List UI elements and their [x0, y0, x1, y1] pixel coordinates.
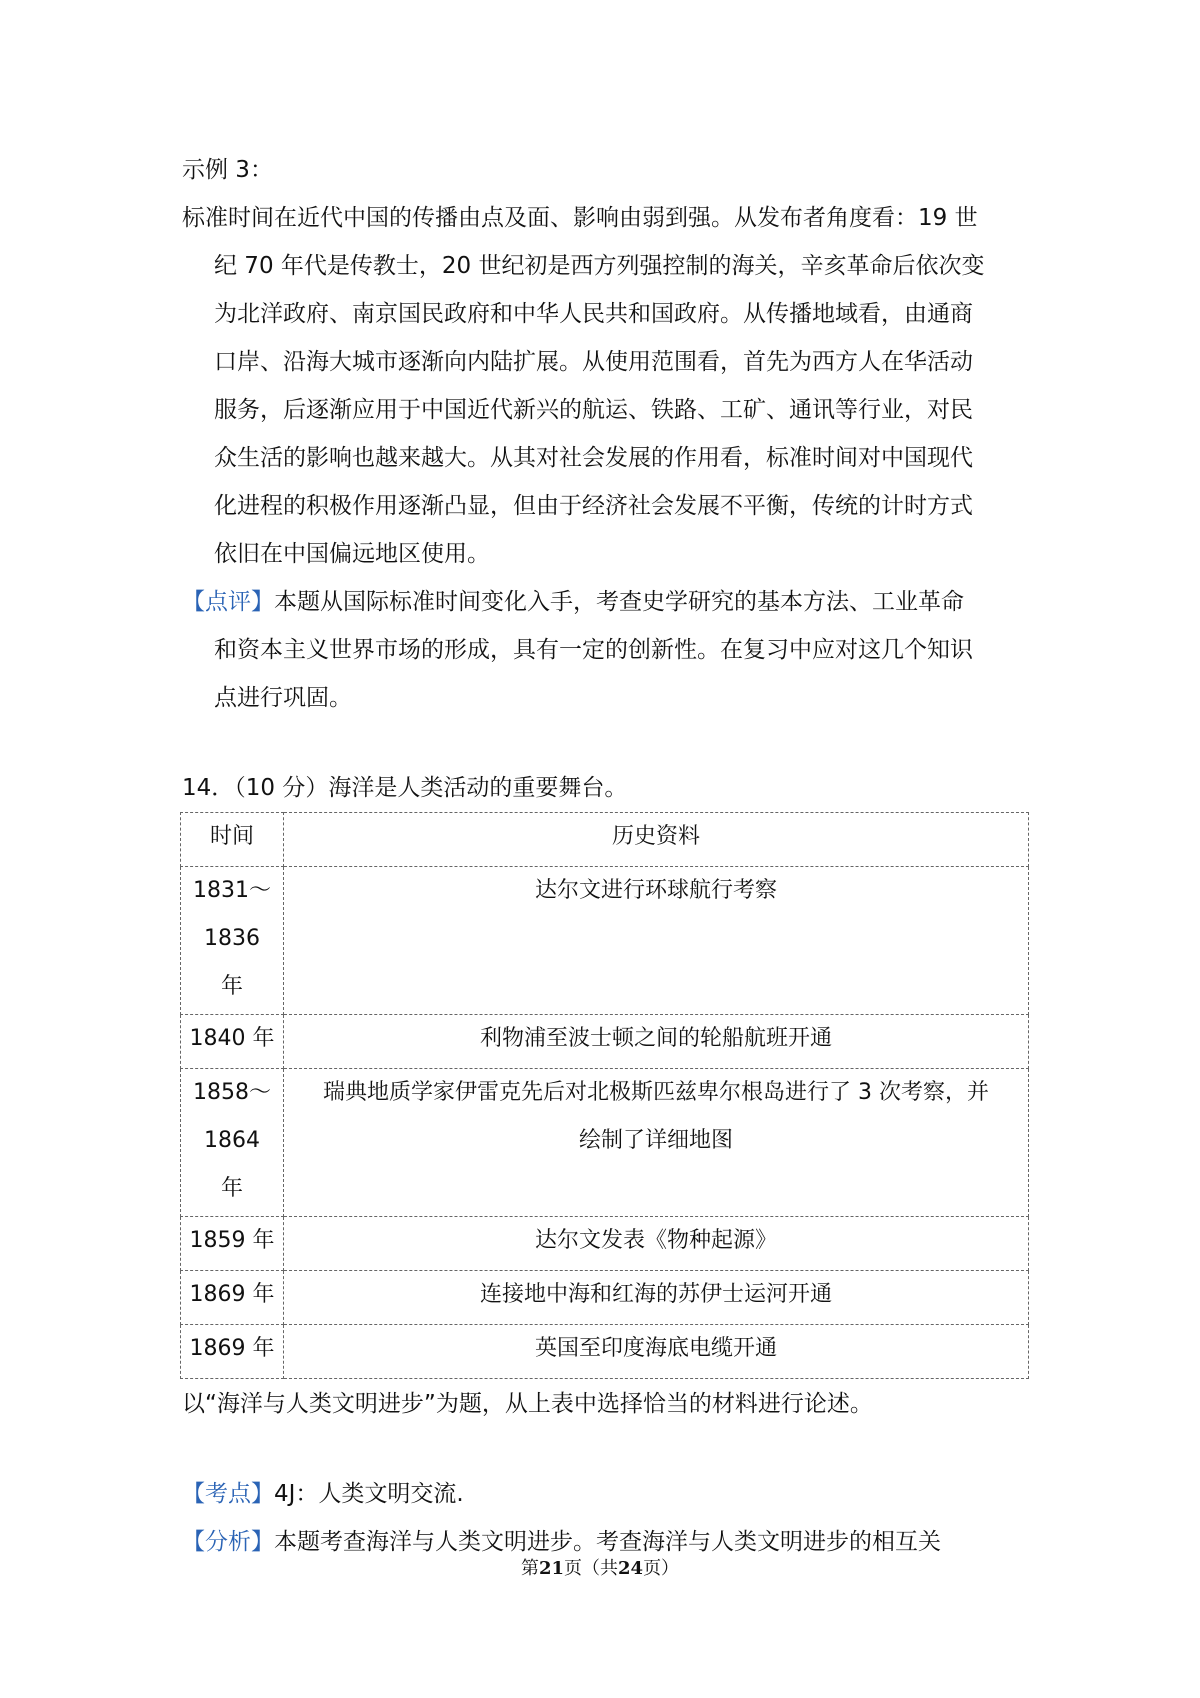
- review-line: 和资本主义世界市场的形成，具有一定的创新性。在复习中应对这几个知识: [214, 637, 973, 663]
- time-text: 1840 年: [189, 1026, 275, 1051]
- time-text: 1836: [204, 926, 260, 951]
- time-text: 1858～: [193, 1080, 271, 1105]
- exam-point-text: 4J：人类文明交流.: [274, 1481, 464, 1507]
- exam-point-tag: 【考点】: [182, 1481, 274, 1507]
- time-text: 1859 年: [189, 1228, 275, 1253]
- time-text: 1864: [204, 1128, 260, 1153]
- example-line: 口岸、沿海大城市逐渐向内陆扩展。从使用范围看，首先为西方人在华活动: [214, 349, 973, 375]
- review-text: 本题从国际标准时间变化入手，考查史学研究的基本方法、工业革命: [274, 589, 964, 615]
- page-footer: [0, 1554, 1200, 1584]
- time-text: 年: [220, 1176, 243, 1201]
- footer-total-pages: 24: [618, 1558, 644, 1579]
- cell-time: [181, 1217, 284, 1271]
- analysis-text: 本题考查海洋与人类文明进步。考查海洋与人类文明进步的相互关: [274, 1529, 941, 1555]
- material-text: 达尔文发表《物种起源》: [534, 1228, 777, 1253]
- table-header-row: [181, 813, 1029, 867]
- table-row: [181, 1069, 1029, 1217]
- review-line-first: [182, 578, 964, 626]
- time-text: 年: [220, 974, 243, 999]
- example-line: 众生活的影响也越来越大。从其对社会发展的作用看，标准时间对中国现代: [214, 445, 973, 471]
- material-text: 绘制了详细地图: [578, 1128, 733, 1153]
- material-text: 连接地中海和红海的苏伊士运河开通: [479, 1282, 832, 1307]
- example-line: 依旧在中国偏远地区使用。: [214, 541, 490, 567]
- example-line: 标准时间在近代中国的传播由点及面、影响由弱到强。从发布者角度看：19 世: [182, 205, 978, 231]
- table-row: [181, 1271, 1029, 1325]
- footer-page-number: 21: [538, 1558, 564, 1579]
- example-line: 化进程的积极作用逐渐凸显，但由于经济社会发展不平衡，传统的计时方式: [214, 493, 973, 519]
- cell-material: [284, 1217, 1029, 1271]
- cell-time: [181, 867, 284, 1015]
- review-tag: 【点评】: [182, 589, 274, 615]
- header-material: 历史资料: [284, 813, 1029, 867]
- question-prompt: 以“海洋与人类文明进步”为题，从上表中选择恰当的材料进行论述。: [182, 1391, 873, 1417]
- material-text: 瑞典地质学家伊雷克先后对北极斯匹兹卑尔根岛进行了 3 次考察，并: [323, 1080, 989, 1105]
- history-table: [180, 812, 1029, 1379]
- example-line: 纪 70 年代是传教士，20 世纪初是西方列强控制的海关，辛亥革命后依次变: [214, 253, 985, 279]
- table-row: [181, 867, 1029, 1015]
- cell-time: [181, 1069, 284, 1217]
- cell-material: [284, 1069, 1029, 1217]
- footer-suffix: 页）: [643, 1558, 680, 1579]
- cell-material: [284, 1325, 1029, 1379]
- example-line: 为北洋政府、南京国民政府和中华人民共和国政府。从传播地域看，由通商: [214, 301, 973, 327]
- time-text: 1869 年: [189, 1282, 275, 1307]
- exam-point-line: [182, 1470, 464, 1518]
- cell-time: [181, 1325, 284, 1379]
- cell-material: [284, 1015, 1029, 1069]
- example-line: 服务，后逐渐应用于中国近代新兴的航运、铁路、工矿、通讯等行业，对民: [214, 397, 973, 423]
- cell-material: [284, 1271, 1029, 1325]
- example-heading: 示例 3：: [182, 157, 273, 183]
- material-text: 英国至印度海底电缆开通: [534, 1336, 777, 1361]
- analysis-tag: 【分析】: [182, 1529, 274, 1555]
- footer-prefix: 第: [520, 1558, 539, 1579]
- time-text: 1831～: [193, 878, 271, 903]
- header-time: 时间: [181, 813, 284, 867]
- material-text: 利物浦至波士顿之间的轮船航班开通: [479, 1026, 832, 1051]
- footer-mid: 页（共: [564, 1558, 618, 1579]
- time-text: 1869 年: [189, 1336, 275, 1361]
- cell-material: [284, 867, 1029, 1015]
- question-title: 14．（10 分）海洋是人类活动的重要舞台。: [182, 775, 628, 801]
- table-row: [181, 1217, 1029, 1271]
- review-line: 点进行巩固。: [214, 685, 352, 711]
- material-text: 达尔文进行环球航行考察: [534, 878, 777, 903]
- table-row: [181, 1325, 1029, 1379]
- table-row: [181, 1015, 1029, 1069]
- cell-time: [181, 1271, 284, 1325]
- cell-time: [181, 1015, 284, 1069]
